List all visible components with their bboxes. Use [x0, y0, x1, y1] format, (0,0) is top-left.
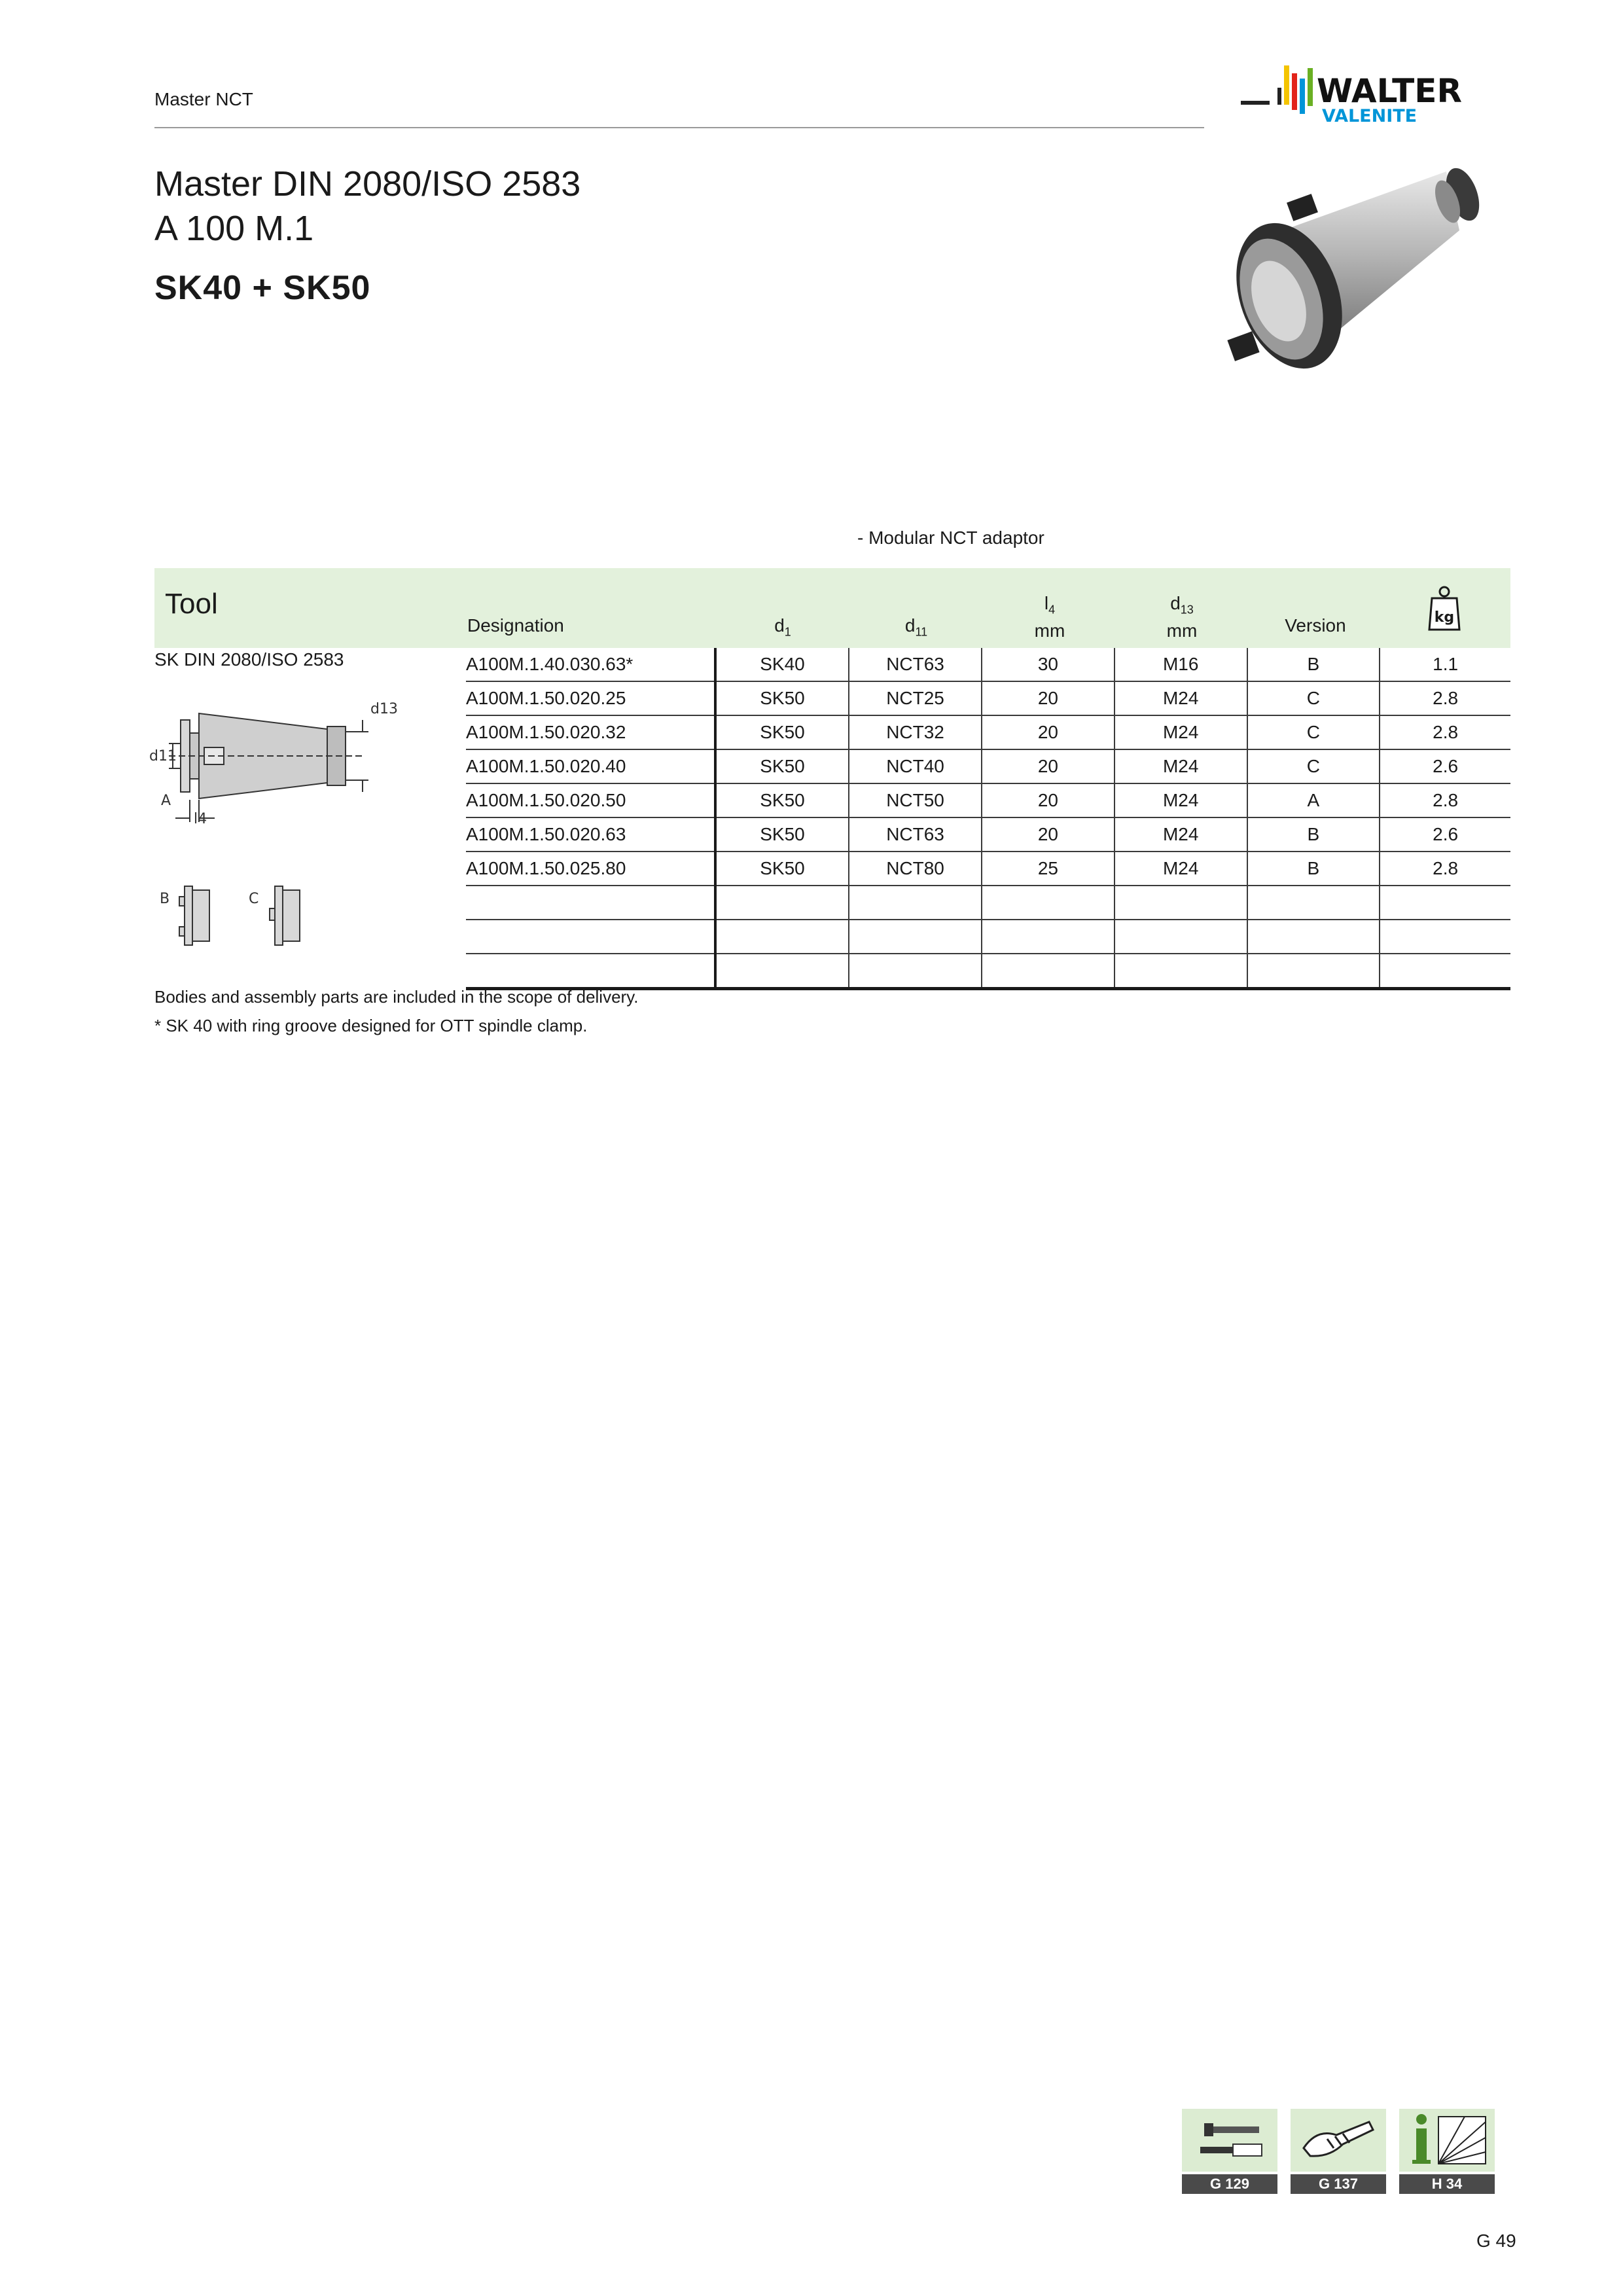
ref-tag: H 34	[1399, 2174, 1495, 2194]
wrench-hand-icon	[1291, 2109, 1386, 2172]
cell-version: B	[1247, 648, 1380, 681]
cell-designation: A100M.1.50.020.40	[466, 749, 715, 783]
cell-l4: 20	[982, 681, 1115, 715]
cell-designation: A100M.1.40.030.63*	[466, 648, 715, 681]
dim-d11-label: d11	[149, 748, 177, 764]
technical-drawing-versions	[154, 877, 351, 956]
product-photo	[1211, 158, 1499, 407]
cell-weight: 2.8	[1380, 852, 1510, 886]
dim-d13-label: d13	[370, 701, 398, 717]
cell-d13: M16	[1115, 648, 1247, 681]
tool-label: Tool	[165, 588, 218, 620]
cell-d1: SK40	[715, 648, 849, 681]
table-row	[466, 817, 1510, 852]
footnote-sk40: * SK 40 with ring groove designed for OTT spindle clamp.	[154, 1016, 588, 1035]
brand-valenite-text: VALENITE	[1322, 106, 1418, 126]
cell-weight: 2.8	[1380, 715, 1510, 749]
cell-d11: NCT25	[849, 681, 982, 715]
cell-d11: NCT50	[849, 783, 982, 817]
page-title-line2: A 100 M.1	[154, 209, 314, 248]
cell-weight: 2.8	[1380, 783, 1510, 817]
ref-link-h34[interactable]	[1399, 2109, 1495, 2194]
cell-d13: M24	[1115, 715, 1247, 749]
cell-version: C	[1247, 681, 1380, 715]
cell-designation: A100M.1.50.020.50	[466, 783, 715, 817]
table-row	[466, 783, 1510, 817]
column-header-d13: $d_{13}$ mm	[1166, 593, 1198, 641]
cell-d1: SK50	[715, 749, 849, 783]
ref-link-g129[interactable]	[1182, 2109, 1277, 2194]
ref-tag: G 129	[1182, 2174, 1277, 2194]
column-header-designation: Designation	[467, 615, 564, 636]
table-row	[466, 749, 1510, 783]
table-row-empty	[466, 954, 1510, 989]
cell-d13: M24	[1115, 852, 1247, 886]
version-b-label: B	[160, 891, 170, 907]
info-chart-icon	[1399, 2109, 1495, 2172]
cell-d1: SK50	[715, 715, 849, 749]
walter-valenite-logo	[1241, 62, 1518, 134]
cell-version: C	[1247, 749, 1380, 783]
page-title-line1: Master DIN 2080/ISO 2583	[154, 164, 581, 204]
cell-d1: SK50	[715, 852, 849, 886]
cell-l4: 20	[982, 783, 1115, 817]
cell-l4: 20	[982, 749, 1115, 783]
weight-kg-icon	[1428, 585, 1461, 632]
cell-d11: NCT63	[849, 817, 982, 852]
table-row	[466, 715, 1510, 749]
tool-family-label: SK DIN 2080/ISO 2583	[154, 649, 344, 670]
cell-weight: 2.8	[1380, 681, 1510, 715]
cell-d13: M24	[1115, 681, 1247, 715]
cell-d11: NCT80	[849, 852, 982, 886]
footnote-scope: Bodies and assembly parts are included in the scope of delivery.	[154, 987, 639, 1007]
table-row-empty	[466, 886, 1510, 920]
cell-weight: 2.6	[1380, 817, 1510, 852]
svg-text:kg: kg	[1434, 609, 1455, 626]
cell-d11: NCT40	[849, 749, 982, 783]
cell-l4: 30	[982, 648, 1115, 681]
column-header-d1: $d_1$	[774, 615, 791, 639]
version-a-label: A	[161, 793, 171, 809]
column-header-d11: $d_{11}$	[904, 615, 928, 639]
page-subtitle: SK40 + SK50	[154, 269, 371, 307]
cell-d1: SK50	[715, 783, 849, 817]
cell-version: A	[1247, 783, 1380, 817]
cell-l4: 20	[982, 817, 1115, 852]
table-row	[466, 852, 1510, 886]
cell-d13: M24	[1115, 783, 1247, 817]
page-number: G 49	[1476, 2231, 1516, 2251]
cell-d13: M24	[1115, 817, 1247, 852]
header-rule	[154, 127, 1204, 128]
table-row-empty	[466, 920, 1510, 954]
dim-l4-label: l4	[194, 811, 207, 827]
table-row	[466, 681, 1510, 715]
cell-designation: A100M.1.50.025.80	[466, 852, 715, 886]
cell-version: B	[1247, 817, 1380, 852]
cell-d13: M24	[1115, 749, 1247, 783]
ref-link-g137[interactable]	[1291, 2109, 1386, 2194]
section-label: Master NCT	[154, 89, 253, 109]
brand-walter-text: WALTER	[1317, 72, 1462, 110]
cell-designation: A100M.1.50.020.63	[466, 817, 715, 852]
column-header-l4: $l_4$ mm	[1034, 593, 1065, 641]
cell-version: C	[1247, 715, 1380, 749]
cell-version: B	[1247, 852, 1380, 886]
cell-l4: 25	[982, 852, 1115, 886]
cell-l4: 20	[982, 715, 1115, 749]
product-note: - Modular NCT adaptor	[857, 528, 1044, 548]
cell-d11: NCT63	[849, 648, 982, 681]
ref-tag: G 137	[1291, 2174, 1386, 2194]
cell-designation: A100M.1.50.020.25	[466, 681, 715, 715]
bolt-key-icon	[1182, 2109, 1277, 2172]
version-c-label: C	[249, 891, 259, 907]
column-header-version: Version	[1285, 615, 1346, 636]
cell-weight: 2.6	[1380, 749, 1510, 783]
data-table	[466, 648, 1510, 990]
cell-weight: 1.1	[1380, 648, 1510, 681]
cell-d1: SK50	[715, 817, 849, 852]
technical-drawing-main	[149, 694, 424, 838]
cell-d1: SK50	[715, 681, 849, 715]
table-row	[466, 648, 1510, 681]
cell-designation: A100M.1.50.020.32	[466, 715, 715, 749]
cell-d11: NCT32	[849, 715, 982, 749]
